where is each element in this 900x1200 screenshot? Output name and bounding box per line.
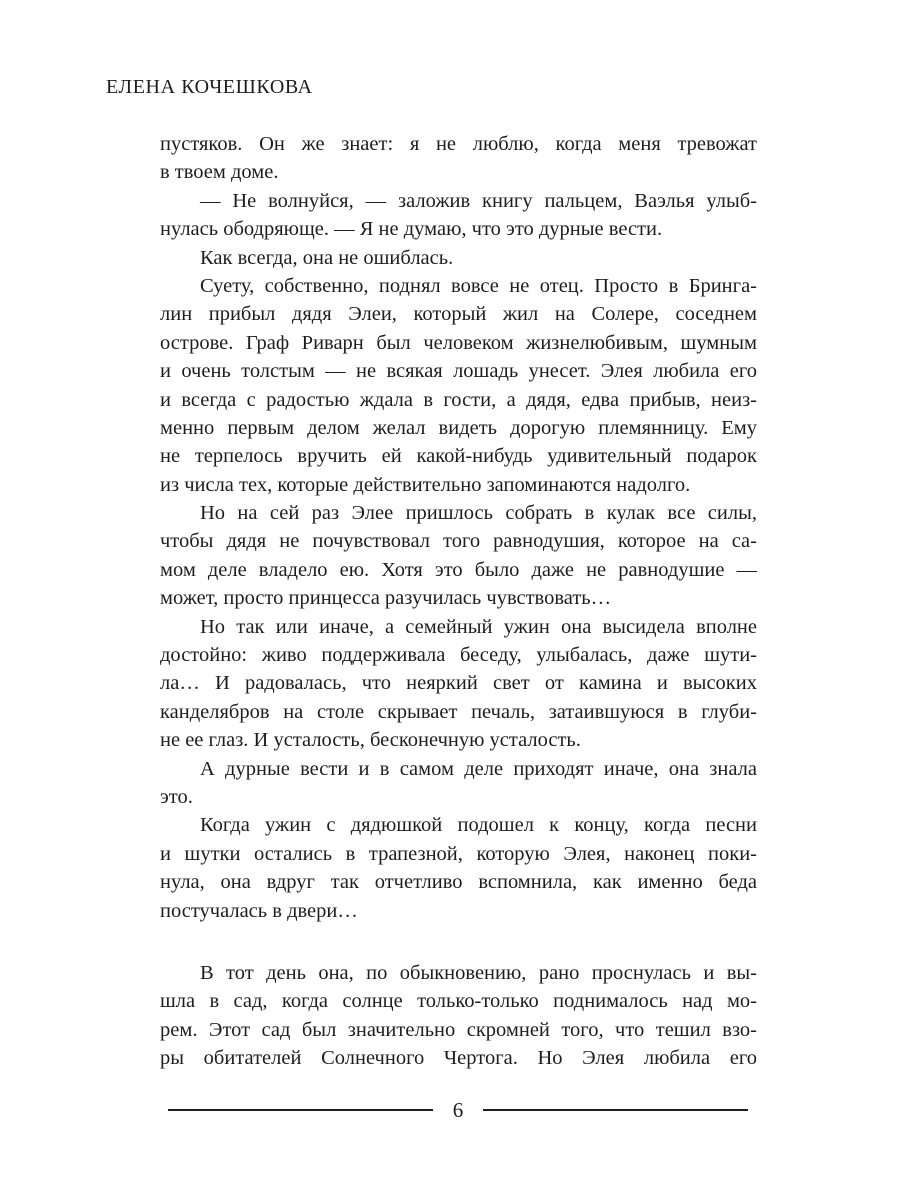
text-line: Но так или иначе, а семейный ужин она высидела вполне [200,615,757,638]
text-line: А дурные вести и в самом деле приходят иначе, она знала [200,757,757,780]
text-line: Когда ужин с дядюшкой подошел к концу, когда песни [200,814,757,837]
text-line: Как всегда, она не ошиблась. [200,246,454,269]
body-text [160,130,757,1073]
text-line: пустяков. Он же знает: я не люблю, когда меня тревожат [160,133,757,155]
text-line: Суету, собственно, поднял вовсе не отец. Просто в Бринга- [200,274,757,297]
footer-rule-right [483,1109,748,1111]
text-line: ла… И радовалась, что неяркий свет от камина и высоких [160,672,757,695]
text-line: лин прибыл дядя Элеи, который жил на Солере, соседнем [160,303,757,326]
page-number: 6 [452,1098,464,1122]
section-break [160,925,757,959]
text-line: и шутки остались в трапезной, которую Элея, наконец поки- [160,842,757,865]
text-line: менно первым делом желал видеть дорогую племянницу. Ему [160,416,757,439]
text-line: и очень толстым — не всякая лошадь унесет. Элея любила его [160,360,757,383]
text-line: не терпелось вручить ей какой-нибудь удивительный подарок [160,445,757,468]
text-line: это. [160,785,193,808]
text-line: и всегда с радостью ждала в гости, а дядя, едва прибыв, неиз- [160,388,757,411]
running-head-author: ЕЛЕНА КОЧЕШКОВА [106,76,313,98]
text-line: Но на сей раз Элее пришлось собрать в кулак все силы, [200,502,757,525]
text-line: канделябров на столе скрывает печаль, затаившуюся в глуби- [160,700,757,723]
page-footer [168,1095,748,1125]
text-line: острове. Граф Риварн был человеком жизнелюбивым, шумным [160,331,757,354]
text-line: нулась ободряюще. — Я не думаю, что это дурные вести. [160,218,663,241]
text-line: чтобы дядя не почувствовал того равнодушия, которое на са- [160,530,757,553]
text-line: ры обитателей Солнечного Чертога. Но Элея любила его [160,1047,757,1070]
text-line: достойно: живо поддерживала беседу, улыбалась, даже шути- [160,644,757,667]
text-line: мом деле владело ею. Хотя это было даже не равнодушие — [160,558,757,581]
text-line: из числа тех, которые действительно запоминаются надолго. [160,473,691,496]
text-line: постучалась в двери… [160,899,358,922]
text-line: не ее глаз. И усталость, бесконечную усталость. [160,729,581,752]
text-line: в твоем доме. [160,161,279,184]
text-line: шла в сад, когда солнце только-только поднималось над мо- [160,990,757,1013]
text-line: нула, она вдруг так отчетливо вспомнила, как именно беда [160,871,757,894]
text-line: В тот день она, по обыкновению, рано проснулась и вы- [200,961,757,984]
text-line: — Не волнуйся, — заложив книгу пальцем, Ваэлья улыб- [200,189,757,212]
text-line: рем. Этот сад был значительно скромней того, что тешил взо- [160,1018,757,1041]
text-line: может, просто принцесса разучилась чувствовать… [160,587,612,610]
